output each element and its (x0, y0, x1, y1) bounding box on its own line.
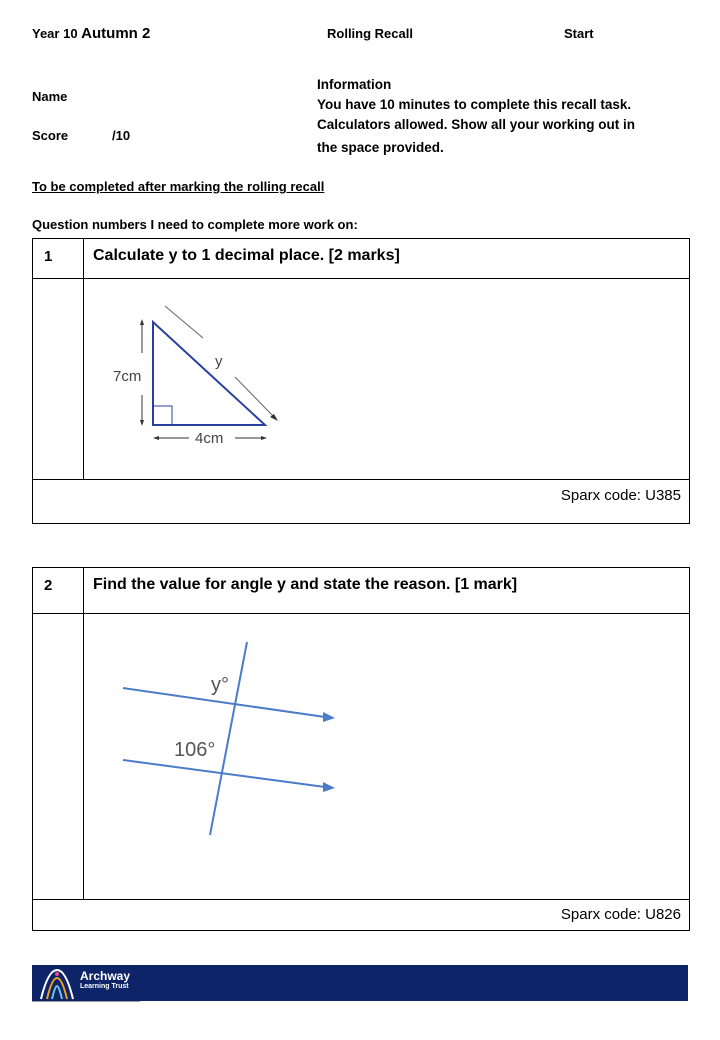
logo-line-1: Archway (80, 969, 131, 983)
question-text: Find the value for angle y and state the reason. [1 mark] (93, 576, 518, 593)
information-line-3: the space provided. (317, 140, 444, 155)
name-label: Name (32, 89, 68, 104)
angle-label-bottom: 106° (174, 739, 216, 761)
after-marking-prompt: Question numbers I need to complete more work on: (32, 217, 358, 232)
information-line-1: You have 10 minutes to complete this recall task. (317, 97, 632, 112)
parallel-lines-diagram (113, 636, 353, 846)
information-block (317, 75, 635, 158)
question-text: Calculate y to 1 decimal place. [2 marks] (93, 247, 400, 264)
page-title: Rolling Recall (327, 26, 413, 41)
angle-label-top: y° (211, 674, 229, 696)
year-prefix: Year 10 (32, 26, 78, 41)
divider (33, 278, 689, 279)
sparx-code: Sparx code: U826 (560, 906, 681, 923)
hypotenuse-label: y (215, 353, 223, 370)
footer-underline (32, 1001, 140, 1002)
question-1-box (32, 238, 690, 524)
divider (33, 613, 689, 614)
right-triangle-diagram (103, 295, 303, 455)
triangle-shape (153, 322, 265, 425)
logo-line-2: Learning Trust (80, 983, 129, 990)
divider (33, 479, 689, 480)
term-label: Autumn 2 (81, 25, 151, 42)
header-year (32, 25, 150, 42)
information-heading: Information (317, 77, 392, 92)
score-out-of: /10 (112, 128, 131, 143)
logo-text (80, 970, 130, 991)
question-2-box (32, 567, 690, 931)
archway-logo-icon (38, 968, 76, 1000)
transversal-line (210, 642, 247, 835)
after-marking-heading: To be completed after marking the rolling recall (32, 179, 325, 194)
side-label-horizontal: 4cm (195, 430, 224, 447)
side-label-vertical: 7cm (113, 368, 142, 385)
right-angle-marker (153, 406, 172, 425)
score-label: Score (32, 128, 69, 143)
divider (33, 899, 689, 900)
start-label: Start (564, 26, 594, 41)
question-number: 1 (44, 248, 53, 265)
question-number: 2 (44, 577, 53, 594)
sparx-code: Sparx code: U385 (560, 487, 681, 504)
footer-banner (32, 965, 688, 1001)
information-line-2: Calculators allowed. Show all your working out in (317, 117, 636, 132)
